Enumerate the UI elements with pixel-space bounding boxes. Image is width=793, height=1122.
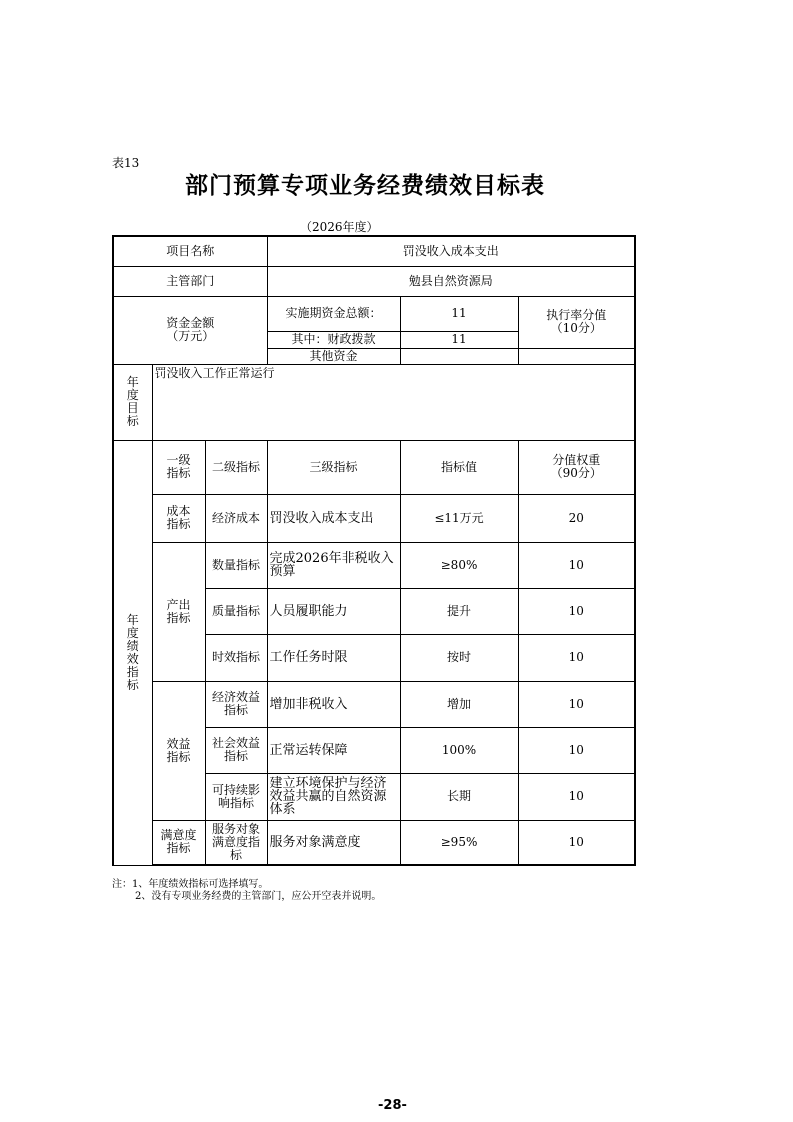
row-value: 提升 [400, 588, 518, 634]
row-weight: 10 [518, 588, 635, 634]
row-weight: 10 [518, 634, 635, 681]
row-level3: 服务对象满意度 [267, 820, 400, 865]
row-level2: 服务对象满意度指标 [205, 820, 267, 865]
row-level3: 增加非税收入 [267, 681, 400, 727]
indicator-section-label: 年 度 绩 效 指 标 [113, 440, 152, 865]
row-level3: 工作任务时限 [267, 634, 400, 681]
group-benefit: 效益指标 [152, 681, 205, 820]
notes [112, 879, 381, 903]
page-number: -28- [378, 1098, 407, 1113]
project-name-label: 项目名称 [113, 236, 267, 266]
row-weight: 20 [518, 494, 635, 542]
row-level3: 建立环境保护与经济效益共赢的自然资源体系 [267, 773, 400, 820]
row-value: 增加 [400, 681, 518, 727]
row-value: ≥80% [400, 542, 518, 588]
row-level3: 正常运转保障 [267, 727, 400, 773]
row-value: 长期 [400, 773, 518, 820]
exec-rate-value [518, 348, 635, 364]
header-level3: 三级指标 [267, 440, 400, 494]
note-1: 注：1、年度绩效指标可选择填写。 [112, 879, 269, 890]
group-satisfaction: 满意度 指标 [152, 820, 205, 865]
row-level2: 经济成本 [205, 494, 267, 542]
funds-label: 资金金额 （万元） [113, 296, 267, 364]
row-level2: 时效指标 [205, 634, 267, 681]
row-level2: 质量指标 [205, 588, 267, 634]
note-2: 2、没有专项业务经费的主管部门，应公开空表并说明。 [135, 891, 382, 902]
row-level2: 可持续影响指标 [205, 773, 267, 820]
other-funds-label: 其他资金 [267, 348, 400, 364]
year-note: （2026年度） [300, 220, 379, 234]
performance-target-table [112, 235, 636, 866]
header-value: 指标值 [400, 440, 518, 494]
group-output: 产出指标 [152, 542, 205, 681]
row-level3: 完成2026年非税收入预算 [267, 542, 400, 588]
dept-label: 主管部门 [113, 266, 267, 296]
row-level3: 罚没收入成本支出 [267, 494, 400, 542]
row-level3: 人员履职能力 [267, 588, 400, 634]
table-number: 表13 [112, 156, 140, 170]
row-level2: 数量指标 [205, 542, 267, 588]
row-weight: 10 [518, 681, 635, 727]
header-level1: 一级指标 [152, 440, 205, 494]
exec-rate-label: 执行率分值 （10分） [518, 296, 635, 348]
row-value: 按时 [400, 634, 518, 681]
total-funds-value: 11 [400, 296, 518, 331]
row-value: 100% [400, 727, 518, 773]
fiscal-funds-label: 其中：财政拨款 [267, 331, 400, 348]
header-weight: 分值权重 （90分） [518, 440, 635, 494]
row-weight: 10 [518, 773, 635, 820]
group-cost: 成本指标 [152, 494, 205, 542]
other-funds-value [400, 348, 518, 364]
total-funds-label: 实施期资金总额： [267, 296, 400, 331]
row-level2: 经济效益指标 [205, 681, 267, 727]
row-level2: 社会效益指标 [205, 727, 267, 773]
annual-goal-label: 年 度 目 标 [113, 364, 152, 440]
dept-value: 勉县自然资源局 [267, 266, 635, 296]
page-title: 部门预算专项业务经费绩效目标表 [185, 173, 545, 199]
annual-goal-text: 罚没收入工作正常运行 [152, 364, 635, 440]
row-weight: 10 [518, 542, 635, 588]
header-level2: 二级指标 [205, 440, 267, 494]
row-weight: 10 [518, 820, 635, 865]
fiscal-funds-value: 11 [400, 331, 518, 348]
row-value: ≥95% [400, 820, 518, 865]
project-name-value: 罚没收入成本支出 [267, 236, 635, 266]
row-value: ≤11万元 [400, 494, 518, 542]
row-weight: 10 [518, 727, 635, 773]
